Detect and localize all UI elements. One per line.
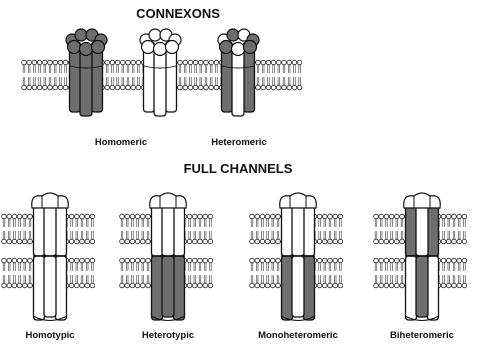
connexon-heteromeric (218, 29, 259, 116)
full-channels-title: FULL CHANNELS (183, 161, 293, 176)
connexons-title: CONNEXONS (136, 6, 220, 21)
channel-heterotypic (150, 193, 187, 321)
connexon-homomeric-dark (66, 29, 107, 116)
channel-monoheteromeric (280, 193, 317, 321)
label-monoheteromeric: Monoheteromeric (258, 330, 338, 341)
label-heteromeric: Heteromeric (211, 137, 267, 148)
channel-homotypic (32, 193, 69, 321)
label-biheteromeric: Biheteromeric (390, 330, 454, 341)
label-homotypic: Homotypic (25, 330, 75, 341)
label-heterotypic: Heterotypic (141, 330, 195, 341)
connexon-homomeric-light (140, 29, 181, 116)
label-homomeric: Homomeric (94, 137, 148, 148)
channel-biheteromeric (404, 193, 441, 321)
